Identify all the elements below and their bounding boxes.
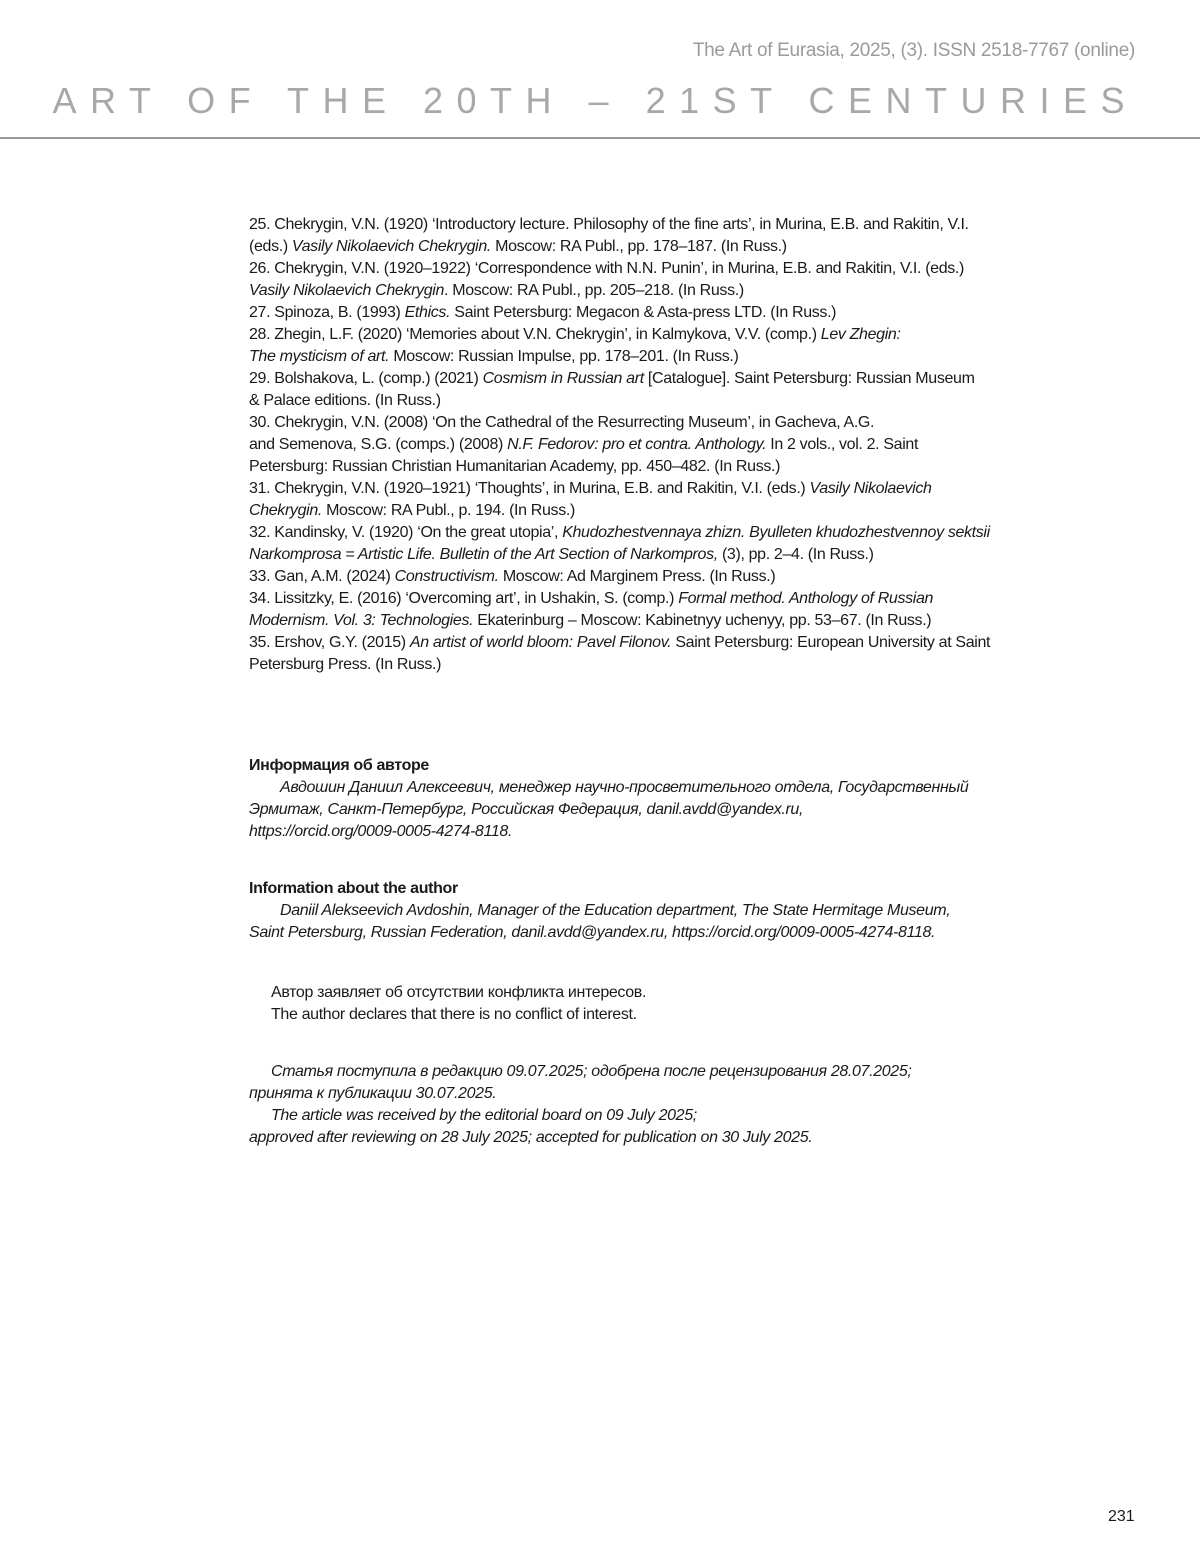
italic-text: The article was received by the editorial board on 09 July 2025; bbox=[271, 1107, 697, 1124]
italic-text: Modernism. Vol. 3: Technologies. bbox=[249, 612, 474, 629]
article-dates-line bbox=[249, 1105, 697, 1127]
author-info-ru-line bbox=[249, 755, 429, 777]
italic-text: Статья поступила в редакцию 09.07.2025; одобрена после рецензирования 28.07.2025; bbox=[271, 1063, 912, 1080]
italic-text: https://orcid.org/0009-0005-4274-8118. bbox=[249, 823, 513, 840]
text: Moscow: Russian Impulse, pp. 178–201. (In Russ.) bbox=[389, 348, 739, 365]
text: 28. Zhegin, L.F. (2020) ‘Memories about V.N. Chekrygin’, in Kalmykova, V.V. (comp.) bbox=[249, 326, 821, 343]
italic-text: Saint Petersburg, Russian Federation, danil.avdd@yandex.ru, https://orcid.org/0009-0005-4274-8118. bbox=[249, 924, 936, 941]
italic-text: Авдошин Даниил Алексеевич, менеджер научно-просветительного отдела, Государственный bbox=[280, 779, 969, 796]
references-line bbox=[249, 280, 744, 302]
section-title: ART OF THE 20TH – 21ST CENTURIES bbox=[52, 80, 1138, 121]
text: Saint Petersburg: European University at Saint bbox=[671, 634, 991, 651]
author-info-ru-line bbox=[249, 821, 512, 843]
section-heading: Information about the author bbox=[249, 880, 458, 897]
italic-text: Эрмитаж, Санкт-Петербург, Российская Федерация, danil.avdd@yandex.ru, bbox=[249, 801, 804, 818]
text: Saint Petersburg: Megacon & Asta-press LTD. (In Russ.) bbox=[450, 304, 837, 321]
text: 30. Chekrygin, V.N. (2008) ‘On the Cathedral of the Resurrecting Museum’, in Gacheva, A.G. bbox=[249, 414, 875, 431]
references-line bbox=[249, 434, 918, 456]
references-line bbox=[249, 412, 874, 434]
header-divider bbox=[0, 137, 1200, 139]
italic-text: Daniil Alekseevich Avdoshin, Manager of the Education department, The State Hermitage Museum, bbox=[280, 902, 951, 919]
article-dates-line bbox=[249, 1083, 496, 1105]
author-info-ru-line bbox=[249, 799, 803, 821]
conflict-of-interest-line bbox=[249, 982, 646, 1004]
italic-text: Ethics. bbox=[404, 304, 451, 321]
italic-text: Vasily Nikolaevich bbox=[809, 480, 932, 497]
text: (3), pp. 2–4. (In Russ.) bbox=[717, 546, 874, 563]
section-heading: Информация об авторе bbox=[249, 757, 429, 774]
italic-text: Formal method. Anthology of Russian bbox=[678, 590, 934, 607]
page-number: 231 bbox=[1108, 1508, 1135, 1525]
references-line bbox=[249, 390, 441, 412]
text: & Palace editions. (In Russ.) bbox=[249, 392, 441, 409]
italic-text: The mysticism of art. bbox=[249, 348, 390, 365]
text: Moscow: Ad Marginem Press. (In Russ.) bbox=[498, 568, 776, 585]
references-line bbox=[249, 588, 933, 610]
italic-text: Narkomprosa = Artistic Life. Bulletin of the Art Section of Narkompros, bbox=[249, 546, 718, 563]
italic-text: Lev Zhegin: bbox=[820, 326, 901, 343]
text: Ekaterinburg – Moscow: Kabinetnyy uchenyy, pp. 53–67. (In Russ.) bbox=[473, 612, 932, 629]
references-line bbox=[249, 500, 575, 522]
text: The author declares that there is no conflict of interest. bbox=[271, 1006, 637, 1023]
references-line bbox=[249, 478, 932, 500]
references-line bbox=[249, 258, 964, 280]
author-info-en-line bbox=[249, 900, 950, 922]
references-line bbox=[249, 632, 990, 654]
text: Petersburg: Russian Christian Humanitarian Academy, pp. 450–482. (In Russ.) bbox=[249, 458, 781, 475]
italic-text: Constructivism. bbox=[394, 568, 499, 585]
italic-text: Vasily Nikolaevich Chekrygin. bbox=[291, 238, 492, 255]
italic-text: принята к публикации 30.07.2025. bbox=[249, 1085, 497, 1102]
text: 32. Kandinsky, V. (1920) ‘On the great utopia’, bbox=[249, 524, 563, 541]
references-line bbox=[249, 324, 901, 346]
text: 27. Spinoza, B. (1993) bbox=[249, 304, 405, 321]
text: 31. Chekrygin, V.N. (1920–1921) ‘Thoughts’, in Murina, E.B. and Rakitin, V.I. (eds.) bbox=[249, 480, 810, 497]
text: Moscow: RA Publ., pp. 178–187. (In Russ.) bbox=[491, 238, 787, 255]
text: 35. Ershov, G.Y. (2015) bbox=[249, 634, 410, 651]
references-line bbox=[249, 522, 990, 544]
references-line bbox=[249, 610, 931, 632]
references-line bbox=[249, 214, 969, 236]
text: Moscow: RA Publ., p. 194. (In Russ.) bbox=[321, 502, 575, 519]
italic-text: Chekrygin. bbox=[249, 502, 322, 519]
text: 26. Chekrygin, V.N. (1920–1922) ‘Correspondence with N.N. Punin’, in Murina, E.B. and Rakitin, V.I. (eds.) bbox=[249, 260, 964, 277]
italic-text: Cosmism in Russian art bbox=[482, 370, 644, 387]
italic-text: N.F. Fedorov: pro et contra. Anthology. bbox=[507, 436, 767, 453]
author-info-ru-line bbox=[249, 777, 968, 799]
text: [Catalogue]. Saint Petersburg: Russian Museum bbox=[643, 370, 975, 387]
article-dates-line bbox=[249, 1061, 912, 1083]
text: Автор заявляет об отсутствии конфликта интересов. bbox=[271, 984, 647, 1001]
text: 29. Bolshakova, L. (comp.) (2021) bbox=[249, 370, 483, 387]
references-line bbox=[249, 368, 975, 390]
text: In 2 vols., vol. 2. Saint bbox=[766, 436, 919, 453]
author-info-en-line bbox=[249, 922, 935, 944]
author-info-en-line bbox=[249, 878, 458, 900]
references-line bbox=[249, 236, 787, 258]
journal-citation: The Art of Eurasia, 2025, (3). ISSN 2518-7767 (online) bbox=[692, 40, 1135, 61]
references-line bbox=[249, 654, 441, 676]
text: . Moscow: RA Publ., pp. 205–218. (In Russ.) bbox=[444, 282, 744, 299]
references-line bbox=[249, 566, 775, 588]
references-line bbox=[249, 346, 738, 368]
text: Petersburg Press. (In Russ.) bbox=[249, 656, 442, 673]
italic-text: Vasily Nikolaevich Chekrygin bbox=[249, 282, 445, 299]
italic-text: An artist of world bloom: Pavel Filonov. bbox=[409, 634, 672, 651]
references-line bbox=[249, 456, 780, 478]
text: 33. Gan, A.M. (2024) bbox=[249, 568, 395, 585]
italic-text: approved after reviewing on 28 July 2025; accepted for publication on 30 July 2025. bbox=[249, 1129, 813, 1146]
conflict-of-interest-line bbox=[249, 1004, 637, 1026]
text: (eds.) bbox=[249, 238, 292, 255]
text: 25. Chekrygin, V.N. (1920) ‘Introductory lecture. Philosophy of the fine arts’, in Murina, E.B. and Rakitin, V.I. bbox=[249, 216, 969, 233]
text: and Semenova, S.G. (comps.) (2008) bbox=[249, 436, 508, 453]
italic-text: Khudozhestvennaya zhizn. Byulleten khudozhestvennoy sektsii bbox=[562, 524, 990, 541]
references-line bbox=[249, 302, 836, 324]
references-line bbox=[249, 544, 874, 566]
article-dates-line bbox=[249, 1127, 812, 1149]
text: 34. Lissitzky, E. (2016) ‘Overcoming art’, in Ushakin, S. (comp.) bbox=[249, 590, 679, 607]
